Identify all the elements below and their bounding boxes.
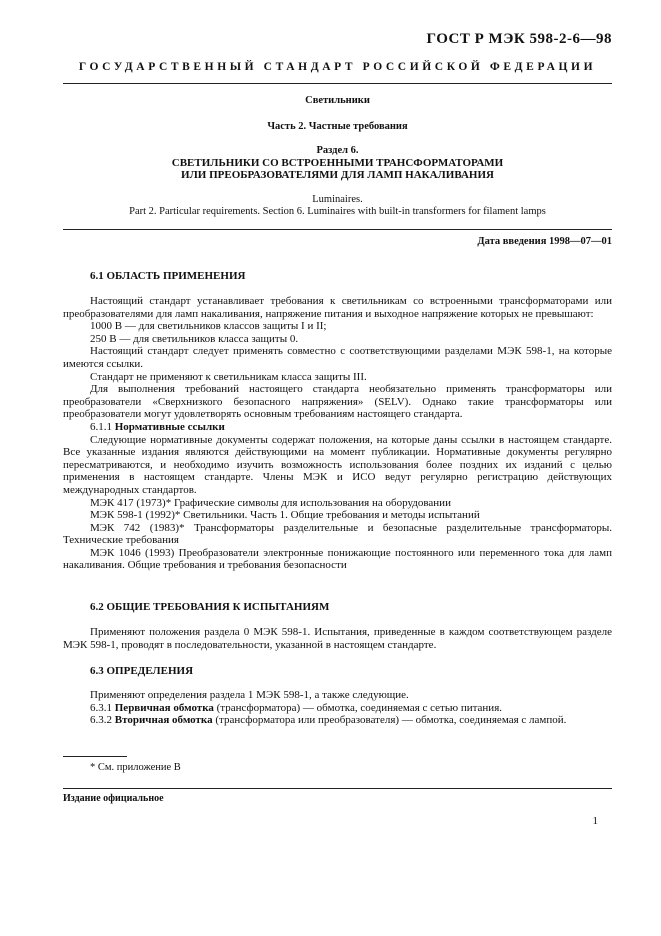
doc-english-line1: Luminaires.: [312, 194, 363, 205]
definition-term: Первичная обмотка: [114, 701, 214, 714]
reference-item: МЭК 1046 (1993) Преобразователи электронные понижающие постоянного или переменного тока для ламп накаливания. Общие требования и требования безопасности: [63, 546, 612, 572]
definition-6-3-1: [63, 702, 612, 715]
doc-subject: Светильники: [305, 95, 370, 106]
section-heading-6-2: 6.2 ОБЩИЕ ТРЕБОВАНИЯ К ИСПЫТАНИЯМ: [90, 601, 330, 613]
footer-rule: [63, 788, 612, 789]
section-6-2-body: [63, 626, 612, 651]
paragraph: Настоящий стандарт следует применять совместно с соответствующими разделами МЭК 598-1, на которые имеются ссылки.: [63, 345, 612, 370]
subsection-heading-6-1-1: [63, 421, 612, 434]
date-rule: [63, 229, 612, 230]
doc-title-line2: ИЛИ ПРЕОБРАЗОВАТЕЛЯМИ ДЛЯ ЛАМП НАКАЛИВАНИЯ: [181, 169, 494, 181]
paragraph: Применяют определения раздела 1 МЭК 598-1, а также следующие.: [90, 689, 409, 701]
definition-number: 6.3.1: [90, 701, 112, 714]
reference-item: МЭК 417 (1973)* Графические символы для использования на оборудовании: [90, 496, 451, 509]
footnote-rule: [63, 756, 127, 757]
header-rule: [63, 83, 612, 84]
page-number: 1: [592, 815, 598, 827]
standard-code: ГОСТ Р МЭК 598-2-6—98: [426, 31, 612, 47]
standard-header-title: ГОСУДАРСТВЕННЫЙ СТАНДАРТ РОССИЙСКОЙ ФЕДЕРАЦИИ: [78, 61, 597, 73]
definition-text: (трансформатора) — обмотка, соединяемая с сетью питания.: [213, 701, 503, 714]
paragraph: 250 В — для светильников класса защиты 0.: [90, 332, 299, 345]
paragraph: Стандарт не применяют к светильникам класса защиты III.: [90, 370, 367, 383]
subsection-number: 6.1.1: [90, 420, 112, 433]
subsection-title: Нормативные ссылки: [114, 420, 225, 433]
definition-number: 6.3.2: [90, 714, 112, 727]
paragraph: Настоящий стандарт устанавливает требования к светильникам со встроенными трансформаторами или преобразователями для ламп накаливания, напряжение питания и выходное напряжение которых не превышают:: [63, 295, 612, 320]
reference-item: МЭК 742 (1983)* Трансформаторы разделительные и безопасные разделительные трансформаторы. Технические требования: [63, 521, 612, 547]
section-heading-6-1: 6.1 ОБЛАСТЬ ПРИМЕНЕНИЯ: [90, 270, 246, 282]
section-6-1-body: [63, 295, 612, 572]
effective-date: Дата введения 1998—07—01: [477, 236, 612, 247]
doc-english-line2: Part 2. Particular requirements. Section 6. Luminaires with built-in transformers for filament lamps: [129, 206, 546, 217]
footnote: * См. приложение В: [90, 762, 181, 773]
definition-6-3-2: [63, 714, 612, 727]
paragraph: Для выполнения требований настоящего стандарта необязательно применять трансформаторы или преобразователи «Сверхнизкого безопасного напряжения» (SELV). Однако такие трансформаторы или преобразователи могут удовлетворять основным требованиям настоящего стандарта.: [63, 383, 612, 421]
paragraph: 1000 В — для светильников классов защиты I и II;: [90, 320, 327, 333]
section-6-3-body: [63, 689, 612, 727]
official-edition-label: Издание официальное: [63, 793, 164, 804]
paragraph: Применяют положения раздела 0 МЭК 598-1. Испытания, приведенные в каждом соответствующем разделе МЭК 598-1, проводят в последовательности, указанной в настоящем стандарте.: [63, 626, 612, 651]
doc-section-label: Раздел 6.: [316, 145, 359, 156]
reference-item: МЭК 598-1 (1992)* Светильники. Часть 1. Общие требования и методы испытаний: [90, 509, 480, 522]
section-heading-6-3: 6.3 ОПРЕДЕЛЕНИЯ: [90, 665, 194, 677]
definition-term: Вторичная обмотка: [114, 714, 213, 727]
doc-part: Часть 2. Частные требования: [267, 121, 408, 132]
definition-text: (трансформатора или преобразователя) — обмотка, соединяемая с лампой.: [212, 714, 567, 727]
doc-title-line1: СВЕТИЛЬНИКИ СО ВСТРОЕННЫМИ ТРАНСФОРМАТОРАМИ: [171, 157, 504, 169]
paragraph: Следующие нормативные документы содержат положения, на которые даны ссылки в настоящем стандарте. Все указанные издания являются действующими на момент публикации. Нормативные документы регулярно пересматриваются, и необходимо изучить возможность использования более поздних их изданий с целью применения в настоящем стандарте. Члены МЭК и ИСО ведут регулярно регистрацию действующих международных стандартов.: [63, 433, 612, 496]
